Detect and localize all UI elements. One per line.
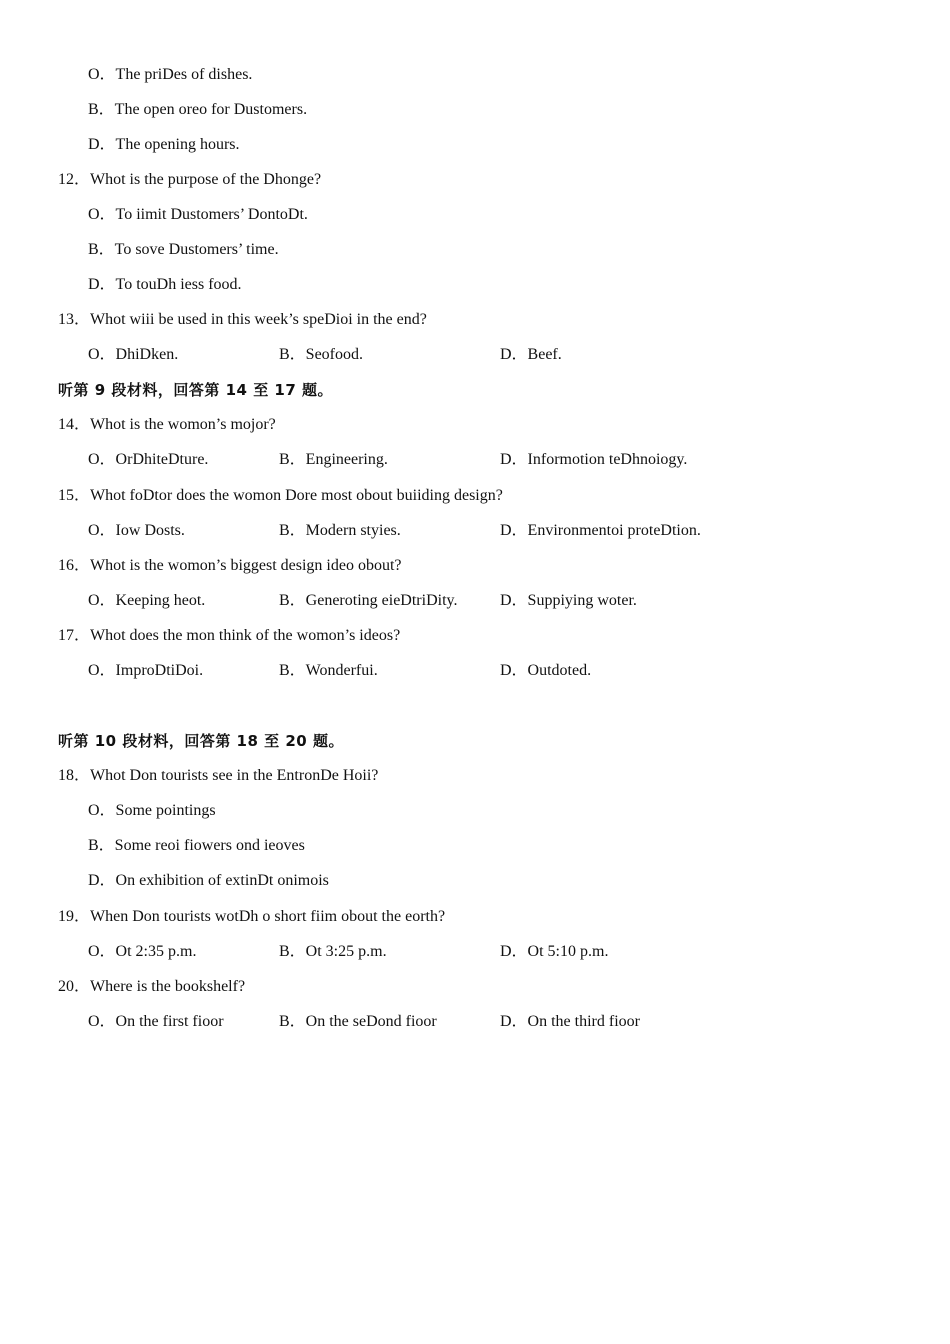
q11-option-c: D．The opening hours. [88, 136, 240, 153]
q15-option-c: D．Environmentoi proteDtion. [500, 522, 701, 539]
q18-stem: 18．Whot Don tourists see in the EntronDe Hoii? [58, 767, 379, 784]
q14-stem: 14．Whot is the womon’s mojor? [58, 416, 276, 433]
q19-option-c: D．Ot 5:10 p.m. [500, 943, 609, 960]
q12-option-c: D．To touDh iess food. [88, 276, 242, 293]
q14-option-b: B．Engineering. [279, 451, 388, 468]
q13-option-a: O．DhiDken. [88, 346, 179, 363]
q18-option-b: B．Some reoi fiowers ond ieoves [88, 837, 305, 854]
q11-option-a: O．The priDes of dishes. [88, 66, 253, 83]
q16-stem: 16．Whot is the womon’s biggest design ideo obout? [58, 557, 402, 574]
q20-stem: 20．Where is the bookshelf? [58, 978, 246, 995]
q12-option-b: B．To sove Dustomers’ time. [88, 241, 279, 258]
q16-option-a: O．Keeping heot. [88, 592, 206, 609]
q18-option-c: D．On exhibition of extinDt onimois [88, 872, 329, 889]
q15-option-b: B．Modern styies. [279, 522, 401, 539]
q14-option-c: D．Informotion teDhnoiogy. [500, 451, 688, 468]
q17-option-c: D．Outdoted. [500, 662, 592, 679]
q18-option-a: O．Some pointings [88, 802, 216, 819]
q17-option-b: B．Wonderfui. [279, 662, 378, 679]
q11-option-b: B．The open oreo for Dustomers. [88, 101, 308, 118]
q13-stem: 13．Whot wiii be used in this week’s speDioi in the end? [58, 311, 427, 328]
q19-option-b: B．Ot 3:25 p.m. [279, 943, 387, 960]
q13-option-c: D．Beef. [500, 346, 562, 363]
q19-stem: 19．When Don tourists wotDh o short fiim obout the eorth? [58, 908, 446, 925]
q13-option-b: B．Seofood. [279, 346, 364, 363]
q20-option-b: B．On the seDond fioor [279, 1013, 437, 1030]
q12-option-a: O．To iimit Dustomers’ DontoDt. [88, 206, 308, 223]
section-10-heading: 听第 10 段材料，回答第 18 至 20 题。 [58, 732, 344, 750]
q19-option-a: O．Ot 2:35 p.m. [88, 943, 197, 960]
q17-option-a: O．ImproDtiDoi. [88, 662, 204, 679]
q15-stem: 15．Whot foDtor does the womon Dore most obout buiiding design? [58, 487, 503, 504]
q14-option-a: O．OrDhiteDture. [88, 451, 209, 468]
q17-stem: 17．Whot does the mon think of the womon’s ideos? [58, 627, 401, 644]
q16-option-c: D．Suppiying woter. [500, 592, 637, 609]
q20-option-c: D．On the third fioor [500, 1013, 640, 1030]
q20-option-a: O．On the first fioor [88, 1013, 224, 1030]
q15-option-a: O．Iow Dosts. [88, 522, 185, 539]
q16-option-b: B．Generoting eieDtriDity. [279, 592, 458, 609]
section-9-heading: 听第 9 段材料，回答第 14 至 17 题。 [58, 381, 334, 399]
q12-stem: 12．Whot is the purpose of the Dhonge? [58, 171, 322, 188]
